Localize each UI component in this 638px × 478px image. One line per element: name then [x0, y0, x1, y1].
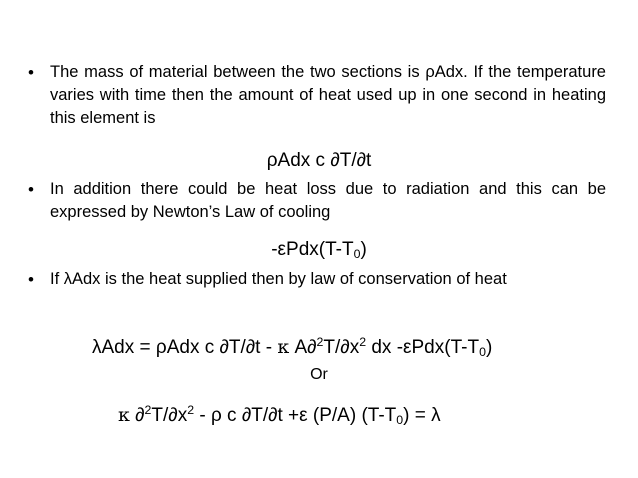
equation-final-form	[118, 398, 441, 432]
eq4-part1: ∂	[129, 404, 145, 426]
eq4-sup2: 2	[187, 403, 195, 417]
equation-heat-used: ρAdx c ∂T/∂t	[266, 150, 372, 171]
eq2-subscript: 0	[353, 247, 361, 262]
eq3-part5: )	[485, 336, 493, 358]
eq3-kappa: κ	[277, 335, 290, 358]
bullet-symbol: •	[28, 180, 34, 199]
eq4-part4: ) = λ	[403, 404, 441, 426]
eq3-sup1: 2	[316, 335, 324, 349]
eq3-sup2: 2	[359, 335, 367, 349]
eq3-part4: dx -εPdx(T-T	[366, 336, 480, 358]
bullet-text-mass: The mass of material between the two sections is ρAdx. If the temperature varies with time then the amount of heat used up in one second in heating this element is	[50, 63, 606, 127]
eq2-main: -εPdx(T-T	[271, 239, 354, 260]
bullet-item-conservation	[28, 268, 606, 291]
bullet-item-heat-loss	[28, 178, 606, 224]
eq4-part3: - ρ c ∂T/∂t +ε (P/A) (T-T	[194, 404, 397, 426]
eq2-tail: )	[360, 239, 367, 260]
bullet-text-conservation: If λAdx is the heat supplied then by law of conservation of heat	[50, 270, 507, 288]
bullet-item-mass	[28, 61, 606, 130]
bullet-text-heat-loss: In addition there could be heat loss due to radiation and this can be expressed by Newton’s Law of cooling	[50, 180, 606, 221]
eq4-part2: T/∂x	[151, 404, 188, 426]
bullet-symbol: •	[28, 63, 34, 82]
eq3-part3: T/∂x	[323, 336, 360, 358]
equation-energy-balance	[92, 330, 492, 364]
eq3-subscript: 0	[479, 344, 486, 359]
eq3-part2: A∂	[289, 336, 317, 358]
eq3-part1: λAdx = ρAdx c ∂T/∂t -	[92, 336, 278, 358]
or-label: Or	[310, 366, 328, 383]
eq4-kappa: κ	[118, 403, 130, 426]
eq4-subscript: 0	[396, 412, 404, 427]
bullet-symbol: •	[28, 270, 34, 289]
eq4-sup1: 2	[144, 403, 152, 417]
equation-newton-cooling	[0, 238, 638, 266]
